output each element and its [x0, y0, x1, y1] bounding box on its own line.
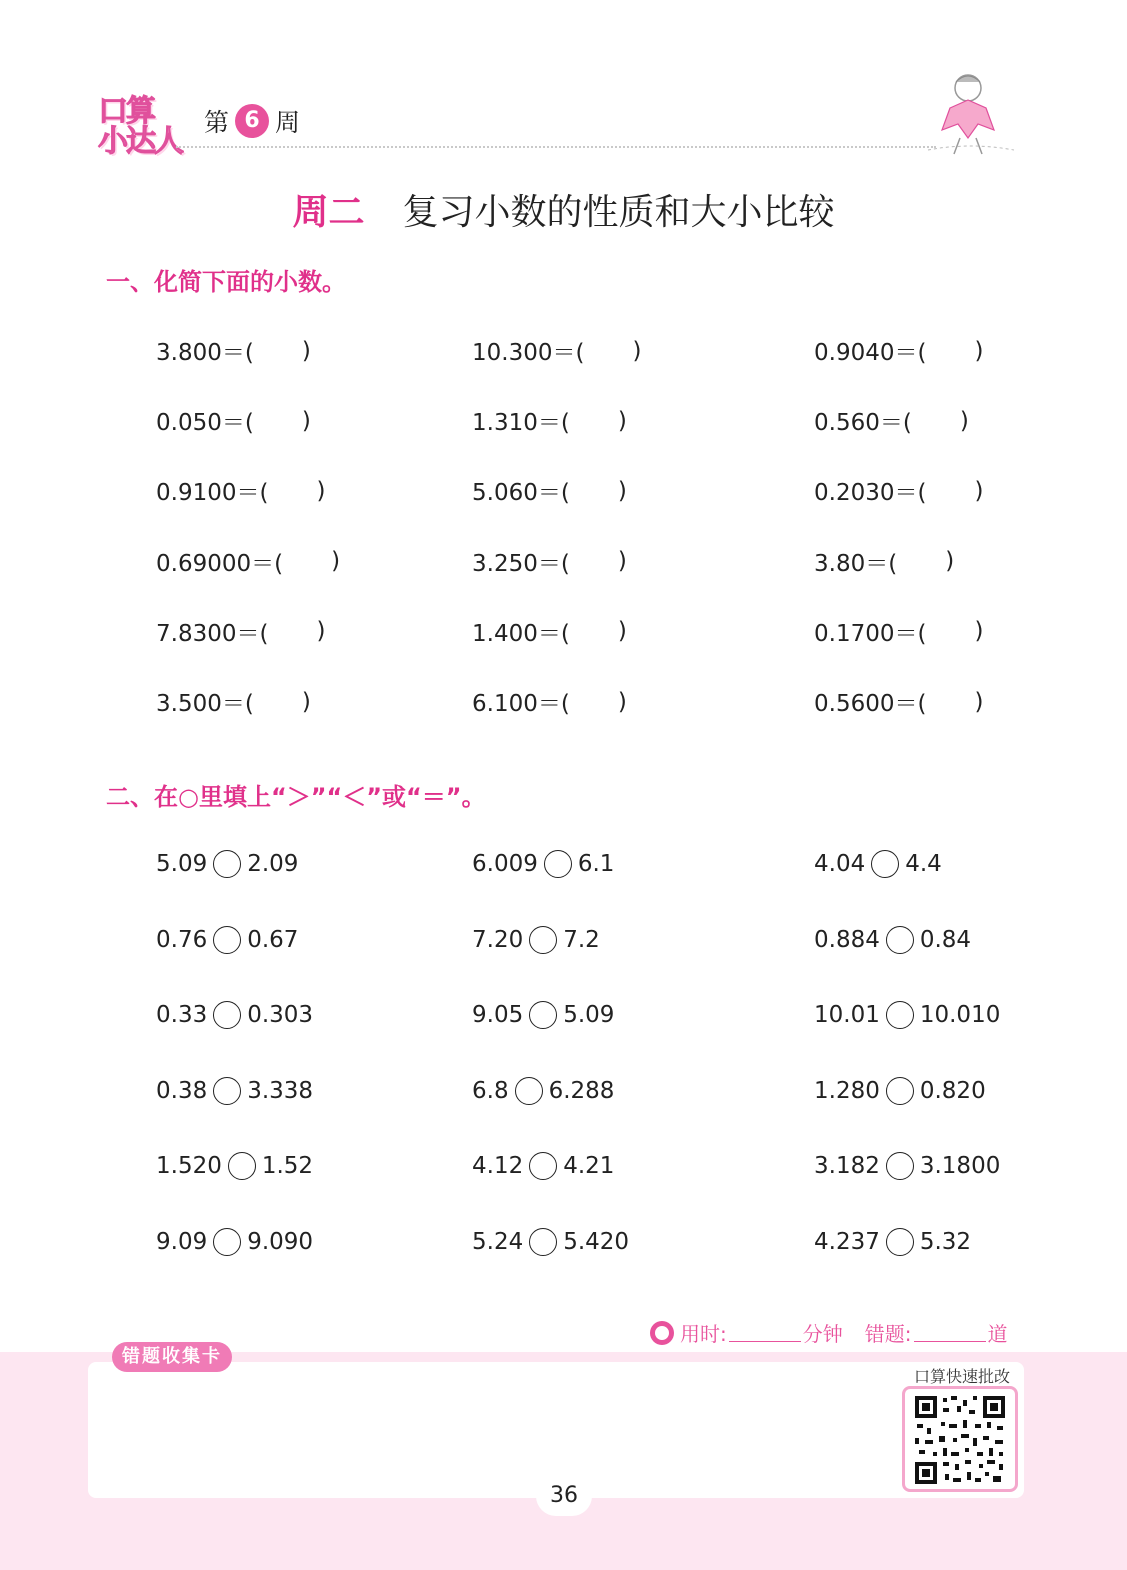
close-paren: ): [617, 548, 627, 575]
close-paren: ): [974, 337, 984, 364]
right-number: 0.84: [919, 926, 972, 953]
time-label: 用时:: [680, 1322, 727, 1346]
compare-circle[interactable]: [213, 926, 241, 954]
close-paren: ): [945, 548, 955, 575]
qr-code-frame[interactable]: [902, 1386, 1018, 1492]
compare-circle[interactable]: [529, 1152, 557, 1180]
compare-circle[interactable]: [228, 1152, 256, 1180]
left-number: 6.009: [472, 851, 538, 877]
compare-circle[interactable]: [871, 850, 899, 878]
compare-circle[interactable]: [886, 926, 914, 954]
mascot-icon: [920, 68, 1020, 160]
qr-label: 口算快速批改: [914, 1367, 1011, 1386]
left-number: 9.09: [156, 1229, 208, 1255]
section2-label: 二、在○里填上“＞”“＜”或“＝”。: [106, 783, 486, 811]
left-number: 5.09: [156, 851, 208, 877]
close-paren: ): [617, 477, 627, 504]
section1-label: 一、化简下面的小数。: [106, 268, 346, 296]
stopwatch-icon: [650, 1321, 674, 1345]
timer-line: [650, 1318, 1008, 1347]
simplify-exercise: [156, 685, 311, 718]
week-prefix: 第: [204, 108, 230, 137]
simplify-exercise: [156, 474, 325, 507]
right-number: 6.288: [548, 1077, 615, 1104]
close-paren: ): [617, 688, 627, 715]
compare-circle[interactable]: [886, 1152, 914, 1180]
right-number: 1.52: [261, 1153, 314, 1180]
exercise-expression: 0.560＝(: [814, 410, 912, 437]
page-title: [0, 184, 1127, 235]
right-number: 4.4: [905, 851, 942, 877]
right-number: 6.1: [577, 851, 615, 877]
compare-exercise: [156, 926, 298, 954]
close-paren: ): [974, 477, 984, 504]
close-paren: ): [316, 477, 326, 504]
compare-exercise: [472, 850, 614, 878]
simplify-exercise: [156, 615, 325, 648]
close-paren: ): [974, 618, 984, 645]
compare-circle[interactable]: [213, 1077, 241, 1105]
close-paren: ): [316, 618, 326, 645]
right-number: 5.32: [919, 1229, 972, 1255]
compare-circle[interactable]: [213, 1001, 241, 1029]
left-number: 0.38: [156, 1077, 208, 1104]
left-number: 4.04: [814, 851, 866, 877]
simplify-exercise: [472, 545, 627, 578]
exercise-expression: 3.80＝(: [814, 550, 898, 577]
exercise-expression: 0.9100＝(: [156, 480, 269, 507]
left-number: 6.8: [472, 1077, 509, 1104]
compare-exercise: [472, 1077, 614, 1105]
simplify-exercise: [156, 545, 340, 578]
compare-exercise: [472, 1228, 629, 1256]
compare-circle[interactable]: [886, 1077, 914, 1105]
compare-exercise: [156, 1228, 313, 1256]
compare-exercise: [156, 850, 298, 878]
simplify-exercise: [814, 404, 969, 437]
exercise-expression: 3.500＝(: [156, 691, 254, 717]
simplify-exercise: [156, 334, 311, 367]
title-topic: 复习小数的性质和大小比较: [402, 192, 835, 233]
right-number: 10.010: [919, 1002, 1001, 1029]
compare-exercise: [156, 1001, 313, 1029]
simplify-exercise: [472, 615, 627, 648]
time-blank[interactable]: [729, 1323, 801, 1342]
exercise-expression: 0.2030＝(: [814, 480, 927, 507]
simplify-exercise: [472, 685, 627, 718]
compare-circle[interactable]: [529, 926, 557, 954]
exercise-expression: 0.1700＝(: [814, 620, 927, 647]
brand-logo: [96, 86, 182, 159]
left-number: 7.20: [472, 926, 524, 953]
title-day: 周二: [292, 192, 365, 233]
close-paren: ): [617, 407, 627, 434]
compare-circle[interactable]: [529, 1001, 557, 1029]
left-number: 10.01: [814, 1002, 880, 1029]
left-number: 3.182: [814, 1153, 880, 1180]
simplify-exercise: [814, 545, 954, 578]
compare-exercise: [814, 1001, 1000, 1029]
compare-exercise: [814, 1152, 1000, 1180]
compare-exercise: [472, 1001, 614, 1029]
compare-circle[interactable]: [544, 850, 572, 878]
simplify-exercise: [814, 615, 983, 648]
close-paren: ): [301, 688, 311, 715]
right-number: 2.09: [247, 851, 299, 877]
simplify-exercise: [814, 685, 983, 718]
close-paren: ): [632, 337, 642, 364]
week-number-badge: 6: [235, 104, 269, 138]
right-number: 9.090: [247, 1229, 314, 1255]
right-number: 5.420: [563, 1229, 630, 1255]
compare-circle[interactable]: [886, 1228, 914, 1256]
right-number: 4.21: [563, 1153, 615, 1180]
exercise-expression: 10.300＝(: [472, 340, 585, 366]
exercise-expression: 5.060＝(: [472, 480, 570, 507]
right-number: 3.1800: [919, 1153, 1001, 1180]
simplify-exercise: [472, 334, 641, 367]
compare-exercise: [156, 1077, 313, 1105]
errors-label: 错题:: [864, 1322, 912, 1346]
logo-line1: 口算: [98, 94, 154, 129]
exercise-expression: 1.400＝(: [472, 620, 570, 647]
left-number: 1.520: [156, 1153, 222, 1180]
errors-unit: 道: [987, 1322, 1008, 1346]
exercise-expression: 0.9040＝(: [814, 340, 927, 366]
close-paren: ): [301, 407, 311, 434]
left-number: 4.237: [814, 1229, 880, 1255]
left-number: 5.24: [472, 1229, 524, 1255]
simplify-exercise: [472, 474, 627, 507]
right-number: 5.09: [563, 1002, 615, 1029]
exercise-expression: 3.250＝(: [472, 550, 570, 577]
time-unit: 分钟: [802, 1322, 843, 1346]
exercise-expression: 0.5600＝(: [814, 691, 927, 717]
compare-exercise: [814, 1077, 986, 1105]
simplify-exercise: [814, 474, 983, 507]
compare-circle[interactable]: [515, 1077, 543, 1105]
right-number: 7.2: [563, 926, 600, 953]
compare-exercise: [472, 926, 600, 954]
left-number: 9.05: [472, 1002, 524, 1029]
exercise-expression: 0.050＝(: [156, 410, 254, 437]
compare-exercise: [472, 1152, 614, 1180]
left-number: 0.884: [814, 926, 880, 953]
logo-line2: 小达人: [98, 124, 182, 159]
exercise-expression: 7.8300＝(: [156, 620, 269, 647]
compare-circle[interactable]: [886, 1001, 914, 1029]
close-paren: ): [331, 548, 341, 575]
compare-exercise: [814, 926, 971, 954]
week-indicator: [204, 103, 300, 139]
compare-exercise: [156, 1152, 313, 1180]
compare-circle[interactable]: [213, 1228, 241, 1256]
compare-exercise: [814, 1228, 971, 1256]
header-divider: [176, 146, 936, 148]
exercise-expression: 6.100＝(: [472, 691, 570, 717]
close-paren: ): [301, 337, 311, 364]
errors-blank[interactable]: [914, 1323, 986, 1342]
close-paren: ): [617, 618, 627, 645]
left-number: 0.76: [156, 926, 208, 953]
right-number: 0.67: [247, 926, 299, 953]
right-number: 0.303: [247, 1002, 314, 1029]
close-paren: ): [974, 688, 984, 715]
simplify-exercise: [472, 404, 627, 437]
compare-circle[interactable]: [213, 850, 241, 878]
simplify-exercise: [814, 334, 983, 367]
close-paren: ): [959, 407, 969, 434]
left-number: 4.12: [472, 1153, 524, 1180]
compare-exercise: [814, 850, 942, 878]
compare-circle[interactable]: [529, 1228, 557, 1256]
exercise-expression: 1.310＝(: [472, 410, 570, 437]
week-suffix: 周: [275, 108, 301, 137]
exercise-expression: 0.69000＝(: [156, 550, 284, 577]
right-number: 0.820: [919, 1077, 986, 1104]
page-number: 36: [536, 1476, 592, 1516]
right-number: 3.338: [247, 1077, 314, 1104]
qr-code-icon: [913, 1394, 1007, 1486]
exercise-expression: 3.800＝(: [156, 340, 254, 366]
simplify-exercise: [156, 404, 311, 437]
card-tag: 错题收集卡: [112, 1342, 232, 1372]
left-number: 1.280: [814, 1077, 880, 1104]
left-number: 0.33: [156, 1002, 208, 1029]
